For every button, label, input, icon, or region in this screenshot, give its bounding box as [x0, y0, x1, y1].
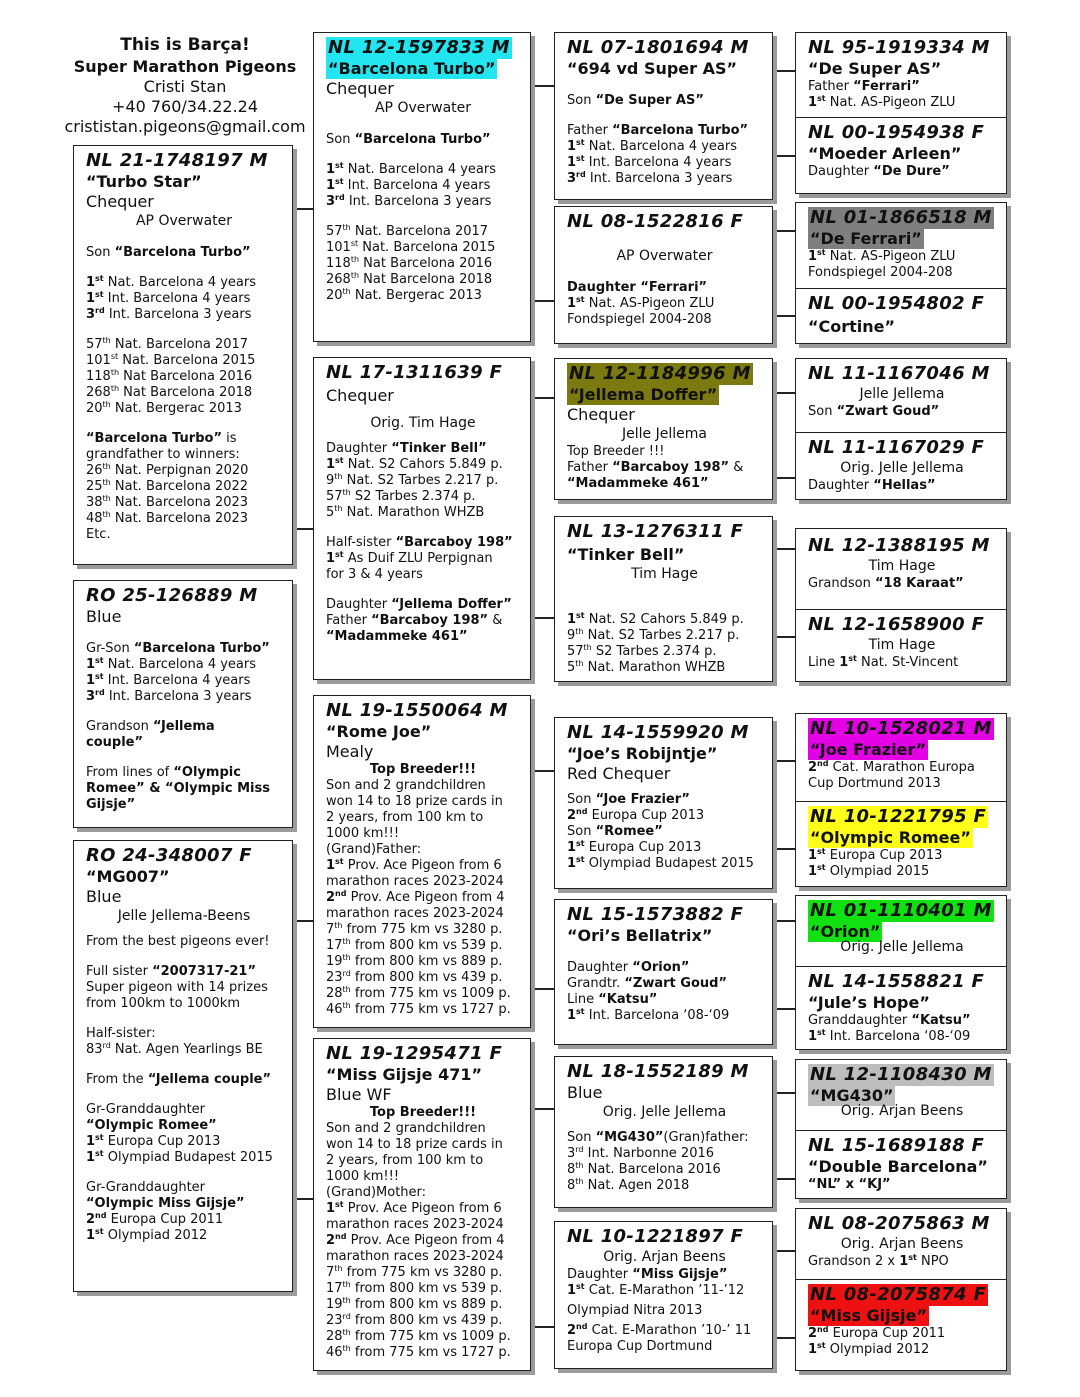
result-line: 1st Olympiad 2012 [86, 1227, 208, 1243]
result-line: 1st Nat. Barcelona 4 years [326, 161, 496, 177]
pedigree-note: Gr-Granddaughter [86, 1102, 206, 1117]
pedigree-note: “NL” x “KJ” [808, 1177, 891, 1192]
result-line: 1st Nat. S2 Cahors 5.849 p. [567, 611, 744, 627]
connector-line [292, 528, 314, 530]
pigeon-card-double-barcelona [796, 1130, 1006, 1198]
result-line: 17th from 800 km vs 539 p. [326, 1280, 503, 1296]
result-line: 1st Nat. Barcelona 4 years [567, 138, 737, 154]
result-line: Olympiad Nitra 2013 [567, 1303, 703, 1318]
pedigree-note: Daughter “Hellas” [808, 478, 936, 493]
pedigree-note: Romee” & “Olympic Miss [86, 781, 270, 796]
result-line: Europa Cup Dortmund [567, 1339, 713, 1354]
breeder: Tim Hage [868, 637, 936, 653]
ring-number: NL 00-1954802 F [808, 293, 985, 314]
result-line: 2nd Europa Cup 2011 [86, 1211, 224, 1227]
pigeon-card-ro-25-126889 [73, 580, 293, 828]
breeder: Jelle Jellema [622, 426, 707, 442]
result-line: 7th from 775 km vs 3280 p. [326, 921, 503, 937]
pedigree-note: Son “Zwart Goud” [808, 404, 940, 419]
pigeon-color: Chequer [86, 192, 154, 211]
pigeon-card-de-super-as [796, 33, 1006, 117]
result-line: 1st Nat. Barcelona 4 years [86, 274, 256, 290]
pigeon-pair-card [795, 895, 1007, 1050]
pigeon-name: “Jule’s Hope” [808, 993, 930, 1012]
pigeon-card-miss-gijsje-471 [313, 1038, 531, 1371]
pigeon-card-rome-joe [313, 695, 531, 1028]
pigeon-color: Blue [567, 1083, 603, 1102]
connector-line [772, 230, 797, 232]
pigeon-color: Chequer [326, 79, 394, 98]
pigeon-card-tinker-bell [554, 516, 773, 682]
pigeon-name: “MG007” [86, 867, 170, 886]
connector-line [772, 477, 797, 479]
pigeon-card-nl-12-1388195 [796, 529, 1006, 609]
connector-line [530, 770, 555, 772]
result-line: 1st Olympiad 2015 [808, 863, 930, 879]
pedigree-note: grandfather to winners: [86, 447, 240, 462]
result-line: 1st As Duif ZLU Perpignan [326, 550, 493, 566]
result-line: 5th Nat. Marathon WHZB [567, 659, 726, 675]
pedigree-note: Daughter “Miss Gijsje” [567, 1267, 728, 1282]
pigeon-pair-card [795, 1208, 1007, 1371]
pigeon-name: “Barcelona Turbo” [328, 59, 496, 78]
pigeon-card-mg007 [73, 840, 293, 1292]
pedigree-note: Gijsje” [86, 797, 136, 812]
breeder: Orig. Jelle Jellema [602, 1104, 727, 1120]
pigeon-color: Blue [86, 887, 122, 906]
breeder: Orig. Tim Hage [370, 415, 476, 431]
result-line: 83rd Nat. Agen Yearlings BE [86, 1041, 263, 1057]
pigeon-name: “Miss Gijsje” [810, 1306, 928, 1325]
result-line: 1st Int. Barcelona 4 years [567, 154, 732, 170]
pedigree-note: Son “Barcelona Turbo” [326, 132, 491, 147]
pigeon-name: “Turbo Star” [86, 172, 202, 191]
ring-number: NL 12-1597833 M [328, 37, 510, 58]
pedigree-note: Half-sister “Barcaboy 198” [326, 535, 513, 550]
pedigree-note: Daughter “De Dure” [808, 164, 950, 179]
connector-line [530, 85, 555, 87]
result-line: 1st Nat. AS-Pigeon ZLU [808, 248, 956, 264]
pigeon-name: “Miss Gijsje 471” [326, 1065, 482, 1084]
pigeon-card-jules-hope [796, 966, 1006, 1049]
result-line: 26th Nat. Perpignan 2020 [86, 462, 249, 478]
pigeon-card-nl-08-1522816 [554, 206, 773, 344]
ring-number: NL 00-1954938 F [808, 122, 985, 143]
result-line: 118th Nat Barcelona 2016 [86, 368, 253, 384]
result-line: 57th S2 Tarbes 2.374 p. [326, 488, 476, 504]
pedigree-note: Son “Barcelona Turbo” [86, 245, 251, 260]
pigeon-card-nl-18-1552189 [554, 1056, 773, 1208]
pigeon-color: Chequer [567, 405, 635, 424]
pedigree-note: Grandson “18 Karaat” [808, 576, 964, 591]
ring-number: NL 14-1559920 M [567, 722, 749, 743]
pigeon-color: Mealy [326, 742, 374, 761]
connector-line [772, 848, 797, 850]
connector-line [530, 397, 555, 399]
pedigree-note: Super pigeon with 14 prizes [86, 980, 268, 995]
result-line: Fondspiegel 2004-208 [808, 265, 953, 280]
pigeon-name: “Rome Joe” [326, 722, 432, 741]
connector-line [292, 1198, 314, 1200]
pigeon-card-jellema-doffer [554, 358, 773, 500]
result-line: marathon races 2023-2024 [326, 906, 504, 921]
result-line: 3rd Int. Barcelona 3 years [86, 306, 252, 322]
result-line: 28th from 775 km vs 1009 p. [326, 985, 511, 1001]
connector-line [530, 988, 555, 990]
result-line: 9th Nat. S2 Tarbes 2.217 p. [567, 627, 740, 643]
pigeon-name: “Joe’s Robijntje” [567, 744, 718, 763]
pedigree-note: (Grand)Mother: [326, 1185, 427, 1200]
pigeon-color: Red Chequer [567, 764, 671, 783]
connector-line [530, 300, 555, 302]
pedigree-note: Father “Ferrari” [808, 79, 920, 94]
result-line: 46th from 775 km vs 1727 p. [326, 1001, 511, 1017]
result-line: 1st Nat. Barcelona 4 years [86, 656, 256, 672]
pedigree-note: “Madammeke 461” [567, 476, 709, 491]
pigeon-card-miss-gijsje [796, 1279, 1006, 1370]
pigeon-pair-card [795, 358, 1007, 500]
pedigree-note: 2 years, from 100 km to [326, 810, 484, 825]
pigeon-card-barcelona-turbo [313, 32, 531, 342]
result-line: 19th from 800 km vs 889 p. [326, 1296, 503, 1312]
pedigree-note: Gr-Son “Barcelona Turbo” [86, 641, 270, 656]
result-line: 2nd Cat. Marathon Europa [808, 759, 975, 775]
pigeon-name: “Double Barcelona” [808, 1157, 988, 1176]
ring-number: NL 01-1866518 M [810, 207, 992, 228]
pigeon-name: “Moeder Arleen” [808, 144, 962, 163]
ring-number: NL 13-1276311 F [567, 521, 744, 542]
pedigree-note: Father “Barcaboy 198” & [567, 460, 744, 475]
pedigree-note: Full sister “2007317-21” [86, 964, 256, 979]
etc-note: Etc. [86, 527, 111, 542]
pedigree-note: Son “MG430”(Gran)father: [567, 1130, 749, 1145]
result-line: 2nd Prov. Ace Pigeon from 4 [326, 889, 505, 905]
pedigree-note: 1000 km!!! [326, 1169, 400, 1184]
ring-number: NL 14-1558821 F [808, 971, 985, 992]
pedigree-note: Daughter “Tinker Bell” [326, 441, 487, 456]
pedigree-note: couple” [86, 735, 144, 750]
pigeon-color: Chequer [326, 386, 394, 405]
pedigree-note: Daughter “Jellema Doffer” [326, 597, 512, 612]
pigeon-name: “694 vd Super AS” [567, 59, 738, 78]
connector-line [772, 392, 797, 394]
pedigree-note: 1000 km!!! [326, 826, 400, 841]
result-line: 5th Nat. Marathon WHZB [326, 504, 485, 520]
pedigree-note: From lines of “Olympic [86, 765, 241, 780]
result-line: 25th Nat. Barcelona 2022 [86, 478, 249, 494]
result-line: 2nd Europa Cup 2013 [567, 807, 705, 823]
result-line: 1st Europa Cup 2013 [808, 847, 943, 863]
breeder: Orig. Jelle Jellema [840, 460, 964, 476]
pigeon-pair-card [795, 202, 1007, 344]
pedigree-note: “Olympic Miss Gijsje” [86, 1196, 245, 1211]
pedigree-note: Daughter “Orion” [567, 960, 690, 975]
result-line: 1st Olympiad Budapest 2015 [86, 1149, 273, 1165]
connector-line [772, 1008, 797, 1010]
pigeon-card-mg430 [796, 1060, 1006, 1130]
connector-line [772, 70, 797, 72]
pigeon-card-de-ferrari [796, 203, 1006, 288]
result-line: Line 1st Nat. St-Vincent [808, 654, 959, 670]
ring-number: NL 18-1552189 M [567, 1061, 749, 1082]
pigeon-pair-card [795, 32, 1007, 194]
pigeon-card-nl-10-1221897 [554, 1221, 773, 1369]
pedigree-note: Half-sister: [86, 1026, 156, 1041]
connector-line [772, 760, 797, 762]
ring-number: NL 11-1167046 M [808, 363, 990, 384]
result-line: 20th Nat. Bergerac 2013 [326, 287, 482, 303]
pedigree-note: Father “Barcaboy 198” & [326, 613, 503, 628]
connector-line [772, 636, 797, 638]
result-line: 1st Cat. E-Marathon ’11-’12 [567, 1282, 745, 1298]
ring-number: NL 10-1528021 M [810, 718, 992, 739]
ring-number: NL 19-1295471 F [326, 1043, 503, 1064]
pigeon-name: “Cortine” [808, 317, 896, 336]
result-line: 1st Europa Cup 2013 [567, 839, 702, 855]
result-line: 9th Nat. S2 Tarbes 2.217 p. [326, 472, 499, 488]
breeder: Jelle Jellema [859, 386, 945, 402]
result-line: 3rd Int. Barcelona 3 years [86, 688, 252, 704]
result-line: 2nd Prov. Ace Pigeon from 4 [326, 1232, 505, 1248]
pigeon-name: “MG430” [810, 1086, 894, 1105]
connector-line [772, 1250, 797, 1252]
owner-email[interactable]: crististan.pigeons@gmail.com [64, 117, 306, 136]
pigeon-name: “Jellema Doffer” [569, 385, 718, 404]
ring-number: NL 12-1388195 M [808, 535, 990, 556]
connector-line [292, 208, 314, 210]
page-subtitle: Super Marathon Pigeons [73, 57, 297, 76]
pedigree-header [60, 34, 310, 137]
pedigree-note: Line “Katsu” [567, 992, 658, 1007]
ring-number: NL 17-1311639 F [326, 362, 503, 383]
result-line: 1st Olympiad Budapest 2015 [567, 855, 754, 871]
result-line: 38th Nat. Barcelona 2023 [86, 494, 249, 510]
breeder: Orig. Arjan Beens [840, 1236, 964, 1252]
pedigree-note: won 14 to 18 prize cards in [326, 1137, 503, 1152]
ring-number: RO 25-126889 M [86, 585, 258, 606]
result-line: 8th Nat. Barcelona 2016 [567, 1161, 721, 1177]
pedigree-note: (Grand)Father: [326, 842, 422, 857]
pedigree-note: Son “Joe Frazier” [567, 792, 690, 807]
result-line: Grandson 2 x 1st NPO [808, 1253, 949, 1269]
result-line: 1st Int. Barcelona ‘08-‘09 [567, 1007, 730, 1023]
pigeon-card-694-vd-super-as [554, 32, 773, 200]
result-line: 1st Int. Barcelona 4 years [326, 177, 491, 193]
result-line: 1st Int. Barcelona 4 years [86, 672, 251, 688]
pigeon-card-cortine [796, 288, 1006, 343]
pigeon-card-oris-bellatrix [554, 899, 773, 1045]
result-line: 8th Nat. Agen 2018 [567, 1177, 690, 1193]
pedigree-note: for 3 & 4 years [326, 567, 423, 582]
ring-number: NL 12-1108430 M [810, 1064, 992, 1085]
connector-line [772, 548, 797, 550]
breeder: Jelle Jellema-Beens [117, 908, 251, 924]
ring-number: NL 10-1221897 F [567, 1226, 744, 1247]
result-line: 20th Nat. Bergerac 2013 [86, 400, 242, 416]
connector-line [530, 617, 555, 619]
connector-line [772, 1337, 797, 1339]
result-line: 1st Olympiad 2012 [808, 1341, 930, 1357]
ring-number: NL 21-1748197 M [86, 150, 268, 171]
result-line: 1st Europa Cup 2013 [86, 1133, 221, 1149]
result-line: 268th Nat Barcelona 2018 [86, 384, 253, 400]
ring-number: NL 12-1184996 M [569, 363, 751, 384]
result-line: 268th Nat Barcelona 2018 [326, 271, 493, 287]
ring-number: NL 95-1919334 M [808, 37, 990, 58]
connector-line [772, 1178, 797, 1180]
pedigree-note: “Madammeke 461” [326, 629, 468, 644]
pedigree-note: “Barcelona Turbo” is [86, 431, 237, 446]
pedigree-note: Granddaughter “Katsu” [808, 1013, 971, 1028]
result-line: 101st Nat. Barcelona 2015 [86, 352, 256, 368]
result-line: 23rd from 800 km vs 439 p. [326, 1312, 503, 1328]
result-line: 2nd Cat. E-Marathon ’10-’ 11 [567, 1322, 752, 1338]
ring-number: NL 08-2075874 F [810, 1284, 987, 1305]
ring-number: NL 10-1221795 F [810, 806, 987, 827]
ring-number: NL 01-1110401 M [810, 900, 992, 921]
pigeon-name: “De Ferrari” [810, 229, 922, 248]
pigeon-card-joes-robijntje [554, 717, 773, 889]
result-line: 57th S2 Tarbes 2.374 p. [567, 643, 717, 659]
connector-line [772, 315, 797, 317]
result-line: 57th Nat. Barcelona 2017 [326, 223, 489, 239]
owner-name: Cristi Stan [143, 77, 227, 96]
pigeon-pair-card [795, 713, 1007, 887]
result-line: 1st Nat. S2 Cahors 5.849 p. [326, 456, 503, 472]
ring-number: NL 15-1573882 F [567, 904, 744, 925]
owner-phone: +40 760/34.22.24 [111, 97, 259, 116]
ring-number: RO 24-348007 F [86, 845, 252, 866]
connector-line [530, 1326, 555, 1328]
pedigree-note: from 100km to 1000km [86, 996, 240, 1011]
pigeon-name: “Joe Frazier” [810, 740, 927, 759]
result-line: 3rd Int. Barcelona 3 years [567, 170, 733, 186]
result-line: 46th from 775 km vs 1727 p. [326, 1344, 511, 1360]
pedigree-note: Son and 2 grandchildren [326, 778, 486, 793]
ring-number: NL 07-1801694 M [567, 37, 749, 58]
breeder: AP Overwater [374, 100, 472, 116]
connector-line [772, 1092, 797, 1094]
pedigree-note: 2 years, from 100 km to [326, 1153, 484, 1168]
pigeon-card-joe-frazier [796, 714, 1006, 801]
pigeon-color: Blue WF [326, 1085, 392, 1104]
ring-number: NL 12-1658900 F [808, 614, 985, 635]
result-line: 7th from 775 km vs 3280 p. [326, 1264, 503, 1280]
connector-line [772, 155, 797, 157]
page-title: This is Barça! [120, 35, 250, 55]
ring-number: NL 11-1167029 F [808, 437, 985, 458]
top-breeder-badge: Top Breeder!!! [369, 1105, 477, 1120]
pedigree-note: From the best pigeons ever! [86, 934, 270, 949]
pigeon-card-nl-17-1311639 [313, 357, 531, 680]
connector-line [772, 920, 797, 922]
pedigree-note: Grandtr. “Zwart Goud” [567, 976, 728, 991]
pigeon-card-olympic-romee [796, 801, 1006, 886]
pedigree-note: Daughter “Ferrari” [567, 280, 708, 295]
top-breeder-badge: Top Breeder !!! [567, 444, 665, 459]
result-line: 1st Int. Barcelona 4 years [86, 290, 251, 306]
result-line: 28th from 775 km vs 1009 p. [326, 1328, 511, 1344]
pigeon-card-nl-12-1658900 [796, 609, 1006, 681]
pigeon-name: “Olympic Romee” [810, 828, 971, 847]
pigeon-card-nl-11-1167029 [796, 432, 1006, 499]
result-line: 1st Nat. AS-Pigeon ZLU [808, 94, 956, 110]
pigeon-card-nl-08-2075863 [796, 1209, 1006, 1279]
pedigree-note: Father “Barcelona Turbo” [567, 123, 749, 138]
pedigree-note: won 14 to 18 prize cards in [326, 794, 503, 809]
breeder: Orig. Jelle Jellema [840, 939, 964, 955]
result-line: 57th Nat. Barcelona 2017 [86, 336, 249, 352]
result-line: 101st Nat. Barcelona 2015 [326, 239, 496, 255]
pigeon-card-turbo-star [73, 145, 293, 565]
result-line: 2nd Europa Cup 2011 [808, 1325, 946, 1341]
pedigree-note: Grandson “Jellema [86, 719, 215, 734]
result-line: marathon races 2023-2024 [326, 1249, 504, 1264]
ring-number: NL 19-1550064 M [326, 700, 508, 721]
pigeon-name: “De Super AS” [808, 59, 942, 78]
pigeon-card-nl-11-1167046 [796, 359, 1006, 432]
ring-number: NL 08-2075863 M [808, 1213, 990, 1234]
result-line: 1st Nat. AS-Pigeon ZLU [567, 295, 715, 311]
pigeon-card-moeder-arleen [796, 117, 1006, 193]
ring-number: NL 08-1522816 F [567, 211, 744, 232]
top-breeder-badge: Top Breeder!!! [369, 762, 477, 777]
result-line: Fondspiegel 2004-208 [567, 312, 712, 327]
connector-line [292, 920, 314, 922]
pedigree-note: Son “Romee” [567, 824, 663, 839]
result-line: 1st Int. Barcelona ‘08-‘09 [808, 1028, 971, 1044]
result-line: Cup Dortmund 2013 [808, 776, 941, 791]
result-line: 19th from 800 km vs 889 p. [326, 953, 503, 969]
result-line: 1st Prov. Ace Pigeon from 6 [326, 857, 502, 873]
breeder: AP Overwater [135, 213, 233, 229]
pigeon-color: Blue [86, 607, 122, 626]
result-line: marathon races 2023-2024 [326, 1217, 504, 1232]
breeder: Tim Hage [868, 558, 936, 574]
pigeon-name: “Orion” [810, 922, 881, 941]
result-line: 3rd Int. Barcelona 3 years [326, 193, 492, 209]
connector-line [530, 1108, 555, 1110]
pedigree-note: From the “Jellema couple” [86, 1072, 272, 1087]
pedigree-note: Gr-Granddaughter [86, 1180, 206, 1195]
breeder: Orig. Arjan Beens [840, 1103, 964, 1119]
pigeon-pair-card [795, 1059, 1007, 1199]
pedigree-note: Son and 2 grandchildren [326, 1121, 486, 1136]
pigeon-pair-card [795, 528, 1007, 682]
result-line: marathon races 2023-2024 [326, 874, 504, 889]
result-line: 3rd Int. Narbonne 2016 [567, 1145, 715, 1161]
result-line: 48th Nat. Barcelona 2023 [86, 510, 249, 526]
pedigree-note: Son “De Super AS” [567, 93, 704, 108]
pedigree-note: “Olympic Romee” [86, 1118, 217, 1133]
breeder: AP Overwater [616, 248, 713, 264]
ring-number: NL 15-1689188 F [808, 1135, 985, 1156]
result-line: 1st Prov. Ace Pigeon from 6 [326, 1200, 502, 1216]
pigeon-name: “Ori’s Bellatrix” [567, 926, 713, 945]
result-line: 23rd from 800 km vs 439 p. [326, 969, 503, 985]
result-line: 17th from 800 km vs 539 p. [326, 937, 503, 953]
result-line: 118th Nat Barcelona 2016 [326, 255, 493, 271]
breeder: Tim Hage [631, 566, 698, 582]
pigeon-card-orion [796, 896, 1006, 966]
breeder: Orig. Arjan Beens [603, 1249, 726, 1265]
pigeon-name: “Tinker Bell” [567, 545, 685, 564]
